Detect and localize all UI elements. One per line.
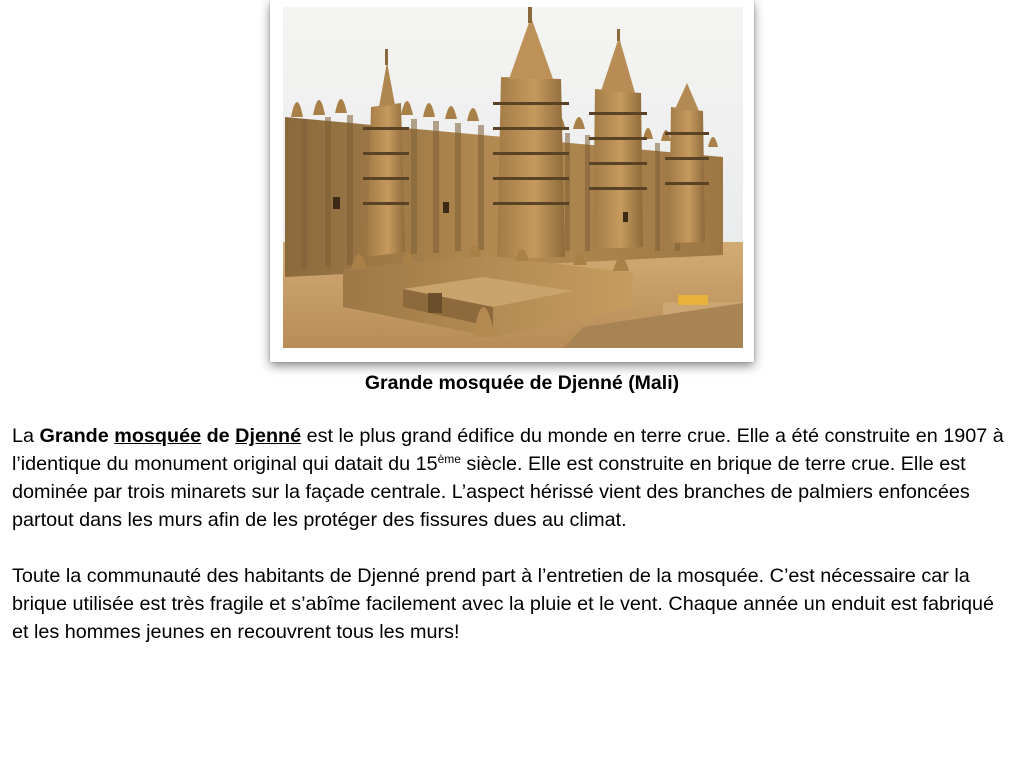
link-mosquee[interactable]: mosquée <box>114 425 202 447</box>
bold-de: de <box>201 425 236 447</box>
paragraph-2: Toute la communauté des habitants de Djenné prend part à l’entretien de la mosquée. C’est nécessaire car la brique utilisée est très fragile et s’abîme facilement avec la pluie et le vent. Chaque année un enduit est fabriqué et les hommes jeunes en recouvrent tous les murs! <box>12 565 994 643</box>
paragraph-1 <box>12 422 1012 534</box>
bold-grande: Grande <box>39 425 115 447</box>
body-text <box>12 422 1012 646</box>
photo-frame <box>270 0 754 362</box>
mosque-photo <box>283 7 743 348</box>
text-lead: La <box>12 425 40 447</box>
text-part-1: est le plus grand édifice du monde en terre crue. Elle a été construite en 1907 à l’identique du monument original qui datait du 15 <box>12 425 1004 475</box>
text-part-2: siècle. Elle est construite en brique de terre crue. Elle est dominée par trois minarets sur la façade centrale. L’aspect hérissé vient des branches de palmiers enfoncées partout dans les murs afin de les protéger des fissures dues au climat. <box>12 453 970 531</box>
photo-caption: Grande mosquée de Djenné (Mali) <box>364 372 680 394</box>
superscript-eme: ème <box>437 452 461 466</box>
link-djenne[interactable]: Djenné <box>235 425 302 447</box>
